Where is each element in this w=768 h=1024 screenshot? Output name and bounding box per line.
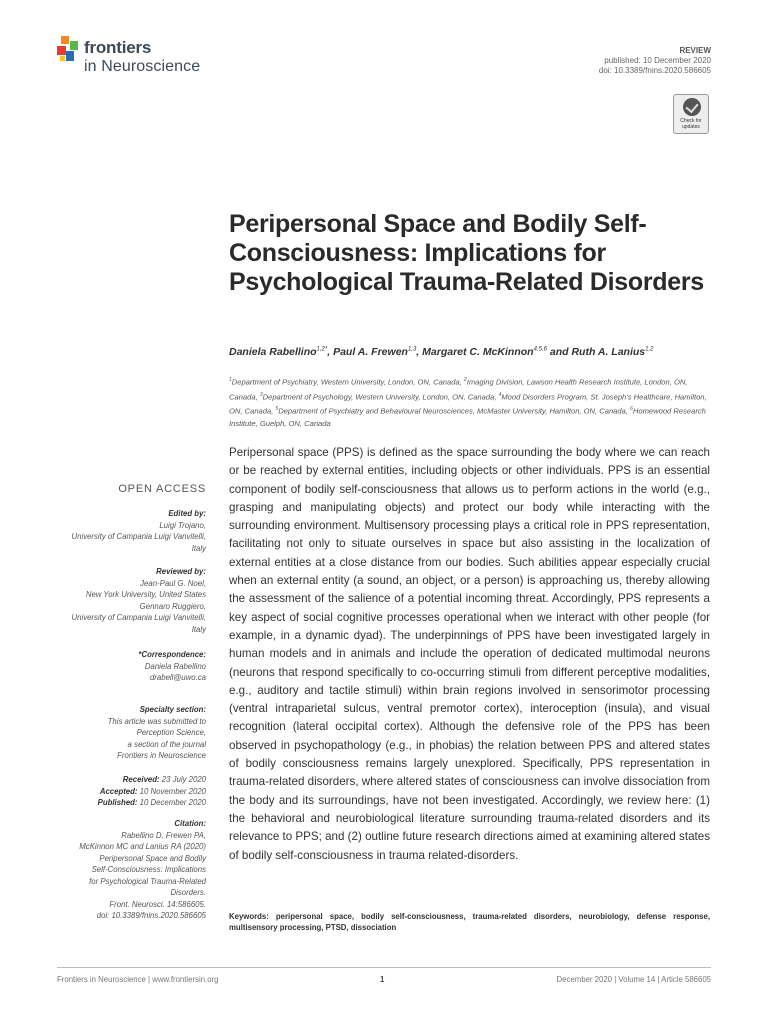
author-name[interactable]: Paul A. Frewen — [333, 346, 408, 358]
citation-line: McKinnon MC and Lanius RA (2020) — [79, 842, 206, 851]
specialty-line: a section of the journal — [127, 739, 206, 749]
reviewed-by-line: Jean-Paul G. Noel, — [140, 578, 206, 588]
author-affiliation-marker: 1,2* — [316, 346, 328, 353]
author-affiliation-marker: 1,3 — [407, 346, 417, 353]
accepted-value: 10 November 2020 — [137, 786, 206, 796]
affiliation-text: Homewood Research Institute, Guelph, ON, Canada — [229, 406, 706, 428]
affiliation-text: Department of Psychiatry, Western University, London, ON, Canada, — [231, 377, 464, 387]
reviewed-by-section — [57, 566, 206, 635]
reviewed-by-line: Italy — [191, 624, 206, 634]
published-date: published: 10 December 2020 — [604, 56, 711, 65]
author-name[interactable]: Ruth A. Lanius — [571, 346, 646, 358]
article-meta — [599, 46, 711, 76]
citation-line: Peripersonal Space and Bodily — [99, 853, 206, 863]
correspondence-name: Daniela Rabellino — [144, 661, 206, 671]
article-title: Peripersonal Space and Bodily Self-Consciousness: Implications for Psychological Trauma-Related Disorders — [229, 210, 704, 296]
dates-section — [57, 774, 206, 809]
correspondence-section — [57, 649, 206, 684]
published-label: Published: — [97, 798, 138, 807]
abstract-text: Peripersonal space (PPS) is defined as the space surrounding the body where we can reach or be reached by external entities, including objects or other individuals. PPS is an essential component of bodily self-consciousness that allows us to perform actions in the world (e.g., grasping and manipulating objects) and protect our body while interacting with the surrounding environment. Multisensory processing plays a critical role in PPS representation, facilitating not only to situate ourselves in space but also assisting in the localization of external entities at a close distance from our bodies. Such abilities appear especially crucial when an external entity (a sound, an object, or a person) is approaching us, thereby allowing the assessment of the salience of a potential incoming threat. Accordingly, PPS represents a key aspect of social cognitive processes operational when we interact with other people (for example, in a dynamic dyad). The underpinnings of PPS have been investigated largely in human models and in animals and include the operation of dedicated multimodal neurons (neurons that respond specifically to co-occurring stimuli from different perceptive modalities, e.g., auditory and tactile stimuli) within brain regions involved in sensorimotor processing (ventral intraparietal sulcus, ventral premotor cortex), interoception (insula), and visual recognition (lateral occipital cortex). Although the defensive role of the PPS has been observed in psychopathology (e.g., in phobias) the relation between PPS and altered states of bodily consciousness remains largely unexplored. Specifically, PPS representation in trauma-related disorders, where altered states of consciousness can involve dissociation from the body and its surroundings, have not been investigated. Accordingly, we review here: (1) the behavioral and neurobiological literature surrounding trauma-related disorders and its relevance to PPS; and (2) outline future research directions aimed at examining altered states of bodily self-consciousness in trauma related-disorders. — [229, 446, 710, 862]
check-updates-icon — [683, 98, 701, 116]
affiliation-number: 5 — [275, 406, 279, 413]
check-for-updates-badge[interactable] — [673, 94, 709, 134]
affiliation-number: 3 — [259, 391, 263, 398]
keywords: Keywords: peripersonal space, bodily self-consciousness, trauma-related disorders, neurobiology, defense response, multisensory processing, PTSD, dissociation — [229, 912, 710, 932]
citation-line: Self-Consciousness: Implications — [91, 865, 206, 874]
author-affiliation-marker: 4,5,6 — [533, 346, 547, 353]
citation-line: Disorders. — [170, 888, 206, 897]
specialty-line: Perception Science, — [136, 728, 206, 737]
citation-line: Rabellino D, Frewen PA, — [121, 830, 206, 840]
citation-doi[interactable]: doi: 10.3389/fnins.2020.586605 — [96, 911, 206, 920]
citation-heading: Citation: — [174, 819, 206, 828]
reviewed-by-line: University of Campania Luigi Vanvitelli, — [71, 613, 206, 622]
footer-issue-info: December 2020 | Volume 14 | Article 586605 — [556, 975, 711, 984]
affiliation-number: 1 — [229, 377, 232, 383]
specialty-section — [57, 704, 206, 762]
received-date — [57, 774, 206, 786]
edited-by-line: Italy — [191, 543, 206, 553]
citation-line: Front. Neurosci. 14:586605. — [109, 899, 206, 909]
reviewed-by-line: Gennaro Ruggiero, — [139, 601, 206, 611]
badge-line-1: Check for — [680, 118, 702, 124]
received-label: Received: — [122, 775, 160, 784]
received-value: 23 July 2020 — [159, 775, 206, 784]
frontiers-logo-icon — [57, 36, 79, 62]
open-access-label: OPEN ACCESS — [118, 483, 206, 495]
footer-journal-link[interactable]: Frontiers in Neuroscience | www.frontiersin.org — [57, 975, 219, 984]
affiliation-number: 4 — [498, 391, 502, 398]
frontiers-logo[interactable] — [57, 34, 227, 80]
author-list: Daniela Rabellino$^{1,2*}$, Paul A. Frewen$^{1,3}$, Margaret C. McKinnon$^{4,5,6}$ and Ruth A. Lanius$^{1,2}$ — [229, 346, 654, 358]
specialty-heading: Specialty section: — [139, 705, 206, 714]
published-date-side — [57, 797, 206, 809]
correspondence-email[interactable]: drabell@uwo.ca — [149, 673, 206, 682]
citation-section — [57, 818, 206, 922]
author-affiliation-marker: 1,2 — [645, 346, 654, 353]
reviewed-by-line: New York University, United States — [85, 590, 206, 599]
edited-by-section — [57, 508, 206, 554]
author-name[interactable]: Margaret C. McKinnon — [422, 346, 534, 358]
affiliation-text: Mood Disorders Program, St. Joseph's Healthcare, Hamilton, ON, Canada, — [229, 392, 707, 416]
affiliation-number: 2 — [463, 377, 467, 383]
article-type: REVIEW — [679, 46, 711, 55]
page-number: 1 — [380, 975, 385, 984]
badge-line-2: updates — [682, 124, 700, 130]
accepted-label: Accepted: — [99, 786, 138, 796]
citation-line: for Psychological Trauma-Related — [89, 876, 206, 886]
reviewed-by-heading: Reviewed by: — [156, 567, 206, 576]
accepted-date — [57, 786, 206, 798]
specialty-line: This article was submitted to — [107, 716, 206, 726]
edited-by-heading: Edited by: — [168, 509, 206, 518]
affiliation-text: Department of Psychology, Western University, London, ON, Canada, — [262, 392, 499, 402]
published-value: 10 December 2020 — [137, 798, 206, 807]
affiliation-text: Department of Psychiatry and Behavioural Neurosciences, McMaster University, Hamilton, ON, Canada, — [278, 406, 631, 416]
edited-by-line: University of Campania Luigi Vanvitelli, — [71, 532, 206, 541]
logo-wordmark: frontiers — [84, 38, 152, 57]
logo-journal-name: in Neuroscience — [84, 58, 201, 75]
affiliation-text: Imaging Division, Lawson Health Research Institute, London, ON, Canada, — [229, 377, 688, 402]
specialty-line: Frontiers in Neuroscience — [117, 751, 206, 760]
article-doi[interactable]: doi: 10.3389/fnins.2020.586605 — [598, 66, 711, 75]
footer-divider — [57, 967, 711, 968]
correspondence-heading: *Correspondence: — [138, 650, 206, 659]
affiliations — [229, 374, 711, 430]
author-name[interactable]: Daniela Rabellino — [229, 346, 317, 358]
edited-by-line: Luigi Trojano, — [159, 520, 206, 530]
affiliation-number: 6 — [630, 406, 633, 413]
